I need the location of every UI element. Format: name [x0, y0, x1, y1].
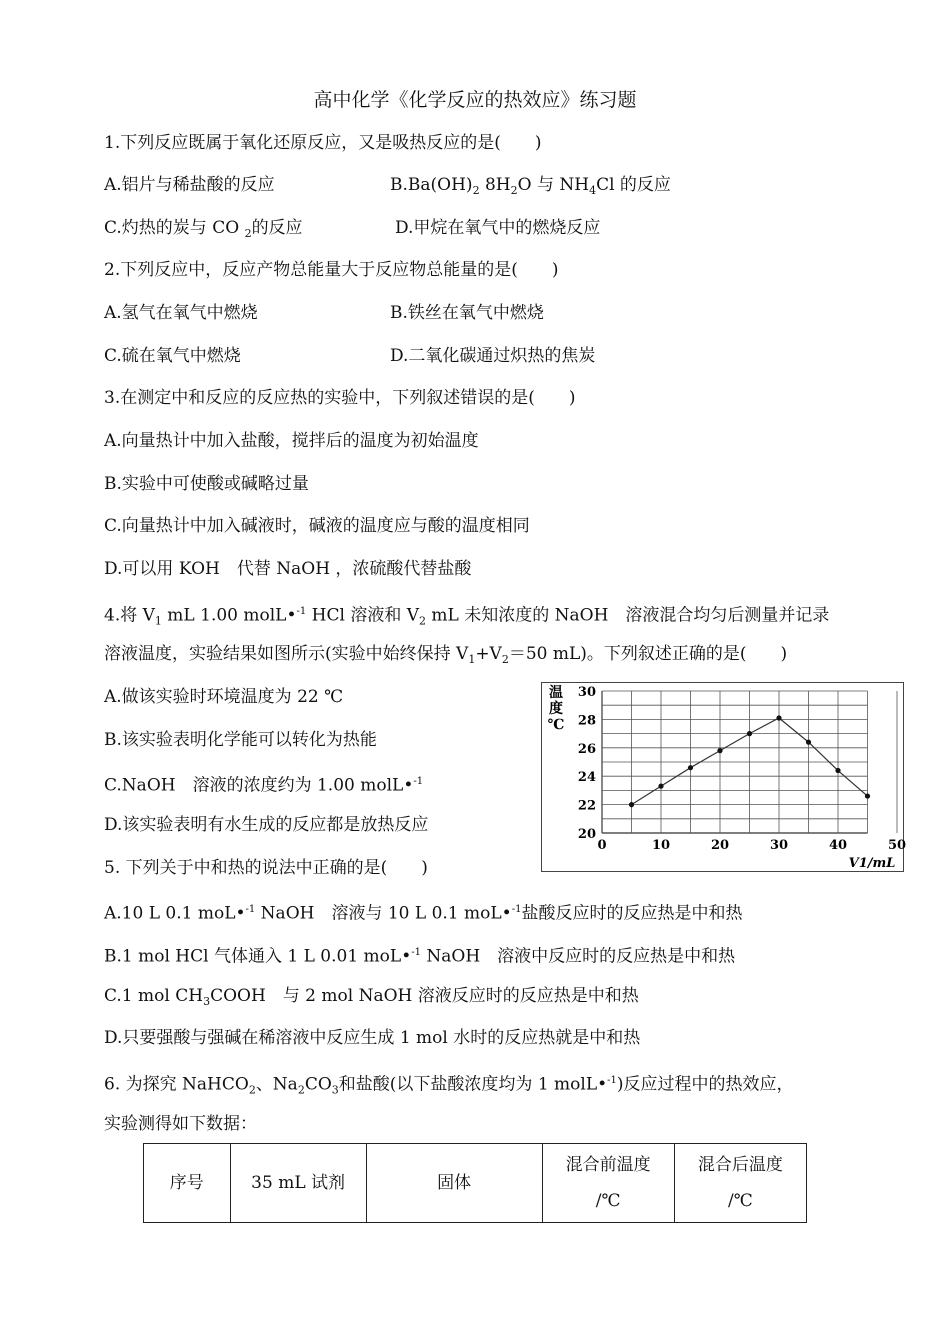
q5-option-a: A.10 L 0.1 moL•$^{-1}$ NaOH 溶液与 10 L 0.1 moL•$^{-1}$盐酸反应时的反应热是中和热	[104, 903, 743, 924]
y-tick-label: 28	[577, 713, 596, 729]
q6-stem-line1: 6. 为探究 NaHCO$_2$、$Na_2CO_3$和盐酸(以下盐酸浓度均为 1 molL•$^{-1}$)反应过程中的热效应，	[104, 1074, 794, 1097]
q1-option-b: $B.Ba(OH)_2$ $8H_2O$ 与 $NH_4Cl$ 的反应	[390, 175, 671, 197]
y-tick-label: 30	[577, 685, 596, 700]
q3-stem: 3.在测定中和反应的反应热的实验中，下列叙述错误的是( )	[104, 388, 576, 408]
q5-stem: 5. 下列关于中和热的说法中正确的是( )	[104, 858, 428, 878]
table-header-row	[144, 1144, 807, 1223]
data-point	[747, 731, 752, 736]
q3-option-b: B.实验中可使酸或碱略过量	[104, 474, 309, 494]
y-tick-label: 20	[577, 827, 596, 842]
q1-option-a: A.铝片与稀盐酸的反应	[104, 175, 275, 195]
q4-option-b: B.该实验表明化学能可以转化为热能	[104, 730, 377, 750]
x-tick-label: 50	[887, 838, 907, 853]
x-tick-label: 0	[597, 838, 607, 853]
y-axis-label: ℃	[547, 717, 565, 733]
data-point	[658, 784, 663, 789]
q2-option-a: A.氢气在氧气中燃烧	[104, 303, 258, 323]
q5-option-c: C.1 mol $CH_3COOH$ 与 2 mol NaOH 溶液反应时的反应热是中和热	[104, 986, 639, 1008]
q2-option-b: B.铁丝在氧气中燃烧	[390, 303, 544, 323]
q5-option-b: B.1 mol HCl 气体通入 1 L 0.01 moL•$^{-1}$ NaOH 溶液中反应时的反应热是中和热	[104, 946, 736, 967]
data-point	[865, 793, 870, 798]
q3-option-a: A.向量热计中加入盐酸，搅拌后的温度为初始温度	[104, 431, 479, 451]
header-cell-reagent: 35 mL 试剂	[230, 1144, 366, 1223]
q1-stem: 1.下列反应既属于氧化还原反应，又是吸热反应的是( )	[104, 133, 542, 153]
x-tick-label: 10	[651, 838, 671, 853]
data-point	[776, 715, 781, 720]
data-table	[143, 1143, 807, 1223]
q1-option-d: D.甲烷在氧气中的燃烧反应	[395, 218, 601, 238]
x-tick-label: 20	[710, 838, 730, 853]
temperature-chart-svg	[542, 683, 907, 871]
header-cell-temp-before: 混合前温度 /℃	[542, 1144, 674, 1223]
q1-row-cd	[104, 216, 904, 246]
y-tick-label: 26	[577, 741, 596, 757]
q6-stem-line2: 实验测得如下数据：	[104, 1114, 257, 1134]
header-cell-solid: 固体	[366, 1144, 542, 1223]
q2-row-ab	[104, 301, 904, 325]
q5-option-d: D.只要强酸与强碱在稀溶液中反应生成 1 mol 水时的反应热就是中和热	[104, 1028, 641, 1048]
page-title: 高中化学《化学反应的热效应》练习题	[313, 89, 637, 111]
y-tick-label: 24	[577, 770, 596, 786]
q2-row-cd	[104, 344, 904, 368]
q4-option-a: A.做该实验时环境温度为 22 ℃	[104, 687, 344, 707]
data-point	[806, 740, 811, 745]
data-point	[688, 765, 693, 770]
q4-option-d: D.该实验表明有水生成的反应都是放热反应	[104, 815, 429, 835]
x-tick-label: 30	[769, 838, 789, 853]
q2-stem: 2.下列反应中，反应产物总能量大于反应物总能量的是( )	[104, 260, 559, 280]
q4-stem-line1: 4.将 $V_1$ mL 1.00 molL•$^{-1}$ HCl 溶液和 $V_2$ mL 未知浓度的 NaOH 溶液混合均匀后测量并记录	[104, 605, 830, 628]
q3-option-d: D.可以用 KOH 代替 NaOH ，浓硫酸代替盐酸	[104, 559, 472, 579]
data-point	[629, 802, 634, 807]
q1-row-ab	[104, 173, 904, 197]
q3-option-c: C.向量热计中加入碱液时，碱液的温度应与酸的温度相同	[104, 516, 530, 536]
data-point	[835, 768, 840, 773]
temperature-chart	[541, 682, 907, 872]
q4-stem-line2: 溶液温度，实验结果如图所示(实验中始终保持 $V_1+V_2=50$ mL)。下列叙述正确的是( )	[104, 644, 788, 666]
q1-option-c: C.灼热的炭与 CO $_2$的反应	[104, 218, 303, 240]
header-cell-index: 序号	[144, 1144, 231, 1223]
y-tick-label: 22	[577, 798, 596, 814]
y-axis-label: 度	[549, 701, 563, 717]
q2-option-d: D.二氧化碳通过炽热的焦炭	[390, 346, 596, 366]
data-point	[717, 748, 722, 753]
q2-option-c: C.硫在氧气中燃烧	[104, 346, 241, 366]
x-tick-label: 40	[828, 838, 848, 853]
q4-option-c: C.NaOH 溶液的浓度约为 1.00 molL•$^{-1}$	[104, 775, 424, 796]
x-axis-label: V1/mL	[848, 856, 896, 871]
header-cell-temp-after: 混合后温度 /℃	[674, 1144, 806, 1223]
y-axis-label: 温	[549, 685, 563, 701]
